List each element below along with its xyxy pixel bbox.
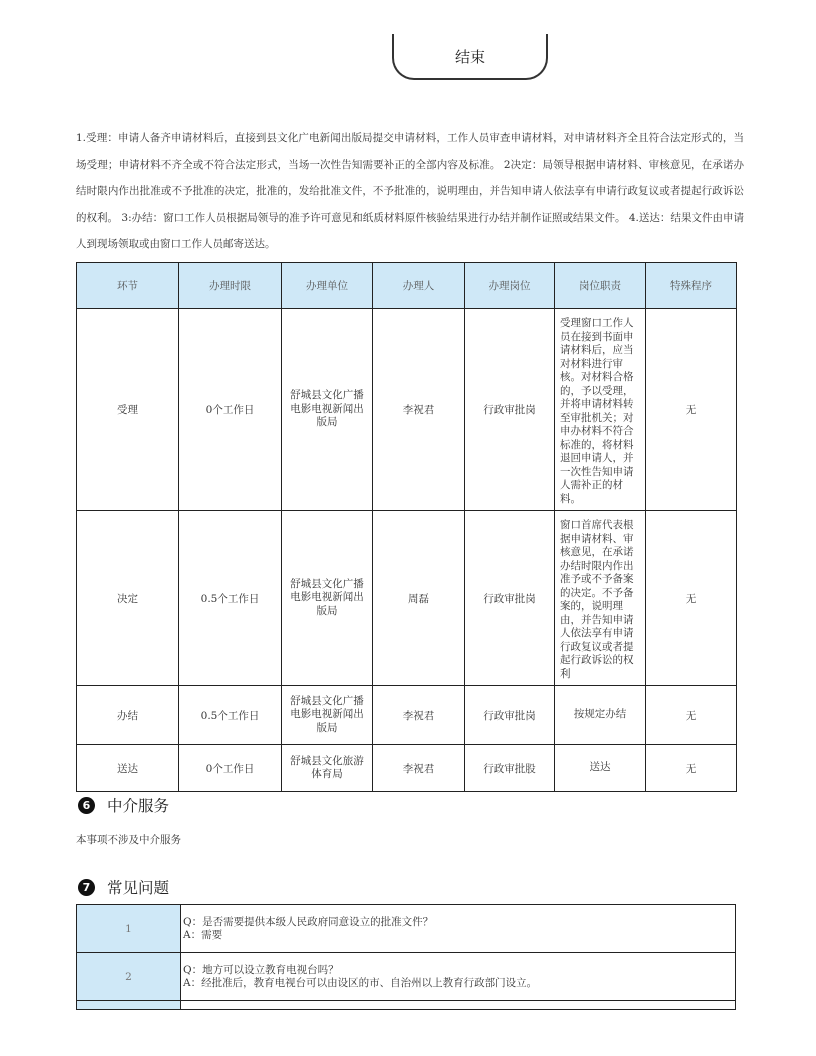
header-special: 特殊程序 xyxy=(646,263,737,309)
faq-content xyxy=(181,953,736,1001)
cell-duty: 受理窗口工作人员在接到书面申请材料后，应当对材料进行审核。对材料合格的，予以受理，并将申请材料转至审批机关；对申办材料不符合标准的，将材料退回申请人，并一次性告知申请人需补正的材料。 xyxy=(555,309,646,511)
process-description: 1.受理：申请人备齐申请材料后，直接到县文化广电新闻出版局提交申请材料，工作人员审查申请材料，对申请材料齐全且符合法定形式的，当场受理；申请材料不齐全或不符合法定形式，当场一次性告知需要补正的全部内容及标准。 2决定：局领导根据申请材料、审核意见，在承诺办结时限内作出批准或不予批准的决定，批准的，发给批准文件，不予批准的，说明理由，并告知申请人依法享有申请行政复议或者提起行政诉讼的权利。 3:办结：窗口工作人员根据局领导的准予许可意见和纸质材料原件核验结果进行办结并制作证照或结果文件。 4.送达：结果文件由申请人到现场领取或由窗口工作人员邮寄送达。 xyxy=(76,132,744,250)
cell-post: 行政审批岗 xyxy=(465,511,555,686)
table-row xyxy=(77,745,737,792)
cell-step: 办结 xyxy=(77,686,179,745)
section-title-intermediary xyxy=(78,794,169,816)
process-table xyxy=(76,262,737,792)
cell-post: 行政审批股 xyxy=(465,745,555,792)
section-title-text: 常见问题 xyxy=(107,879,170,897)
cell-unit: 舒城县文化广播电影电视新闻出版局 xyxy=(282,686,373,745)
cell-unit: 舒城县文化广播电影电视新闻出版局 xyxy=(282,511,373,686)
faq-content xyxy=(181,905,736,953)
cell-unit: 舒城县文化旅游体育局 xyxy=(282,745,373,792)
faq-row xyxy=(77,905,736,953)
faq-index: 1 xyxy=(77,905,181,953)
section-number-badge: 6 xyxy=(78,797,95,814)
cell-time: 0个工作日 xyxy=(179,309,282,511)
cell-step: 决定 xyxy=(77,511,179,686)
cell-special: 无 xyxy=(646,686,737,745)
cell-step: 受理 xyxy=(77,309,179,511)
faq-answer: A：需要 xyxy=(183,928,223,941)
cell-post: 行政审批岗 xyxy=(465,686,555,745)
cell-time: 0.5个工作日 xyxy=(179,511,282,686)
flow-end-label: 结束 xyxy=(454,48,485,66)
cell-duty: 按规定办结 xyxy=(555,686,646,745)
cell-time: 0.5个工作日 xyxy=(179,686,282,745)
cell-person: 周磊 xyxy=(373,511,465,686)
cell-post: 行政审批岗 xyxy=(465,309,555,511)
table-row xyxy=(77,686,737,745)
table-row xyxy=(77,511,737,686)
cell-duty: 送达 xyxy=(555,745,646,792)
header-duty: 岗位职责 xyxy=(555,263,646,309)
section-number-badge: 7 xyxy=(78,879,95,896)
cell-special: 无 xyxy=(646,511,737,686)
table-row xyxy=(77,309,737,511)
process-table-header xyxy=(77,263,737,309)
cell-special: 无 xyxy=(646,745,737,792)
header-person: 办理人 xyxy=(373,263,465,309)
faq-question: Q：地方可以设立教育电视台吗？ xyxy=(183,963,339,976)
flow-end-node xyxy=(392,36,548,80)
cell-person: 李祝君 xyxy=(373,745,465,792)
cell-person: 李祝君 xyxy=(373,686,465,745)
faq-row xyxy=(77,1001,736,1010)
faq-table xyxy=(76,904,736,1010)
cell-person: 李祝君 xyxy=(373,309,465,511)
faq-question: Q：是否需要提供本级人民政府同意设立的批准文件？ xyxy=(183,915,434,928)
faq-index xyxy=(77,1001,181,1010)
faq-row xyxy=(77,953,736,1001)
section-title-text: 中介服务 xyxy=(107,797,170,815)
cell-step: 送达 xyxy=(77,745,179,792)
cell-special: 无 xyxy=(646,309,737,511)
faq-index: 2 xyxy=(77,953,181,1001)
section-title-faq xyxy=(78,876,169,898)
header-step: 环节 xyxy=(77,263,179,309)
header-time: 办理时限 xyxy=(179,263,282,309)
header-post: 办理岗位 xyxy=(465,263,555,309)
header-unit: 办理单位 xyxy=(282,263,373,309)
faq-answer: A：经批准后，教育电视台可以由设区的市、自治州以上教育行政部门设立。 xyxy=(183,976,538,989)
cell-duty: 窗口首席代表根据申请材料、审核意见，在承诺办结时限内作出准予或不予备案的决定。不予备案的，说明理由，并告知申请人依法享有申请行政复议或者提起行政诉讼的权利 xyxy=(555,511,646,686)
intermediary-note: 本事项不涉及中介服务 xyxy=(76,834,181,846)
cell-time: 0个工作日 xyxy=(179,745,282,792)
faq-content xyxy=(181,1001,736,1010)
cell-unit: 舒城县文化广播电影电视新闻出版局 xyxy=(282,309,373,511)
